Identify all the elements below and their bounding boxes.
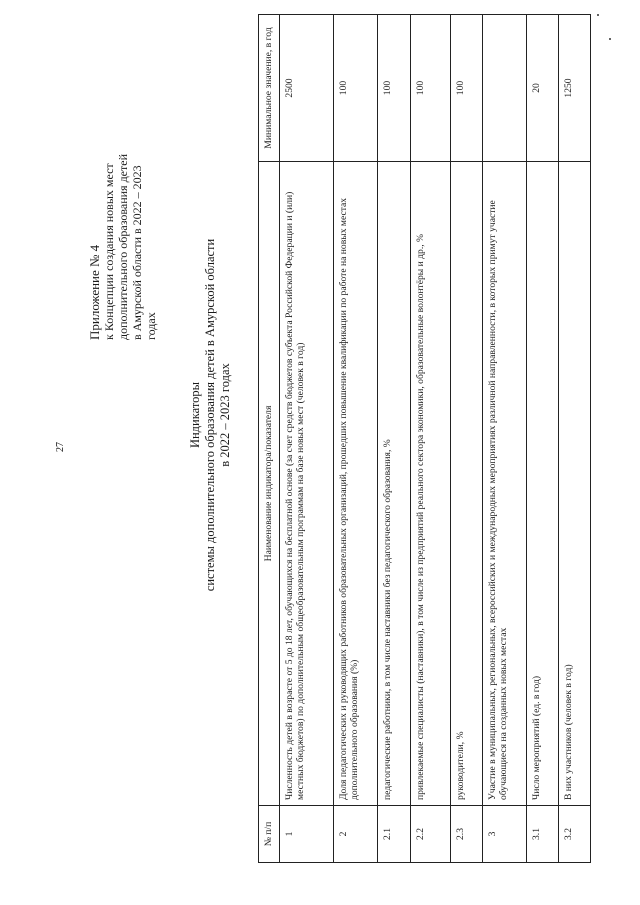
row-indicator: Участие в муниципальных, региональных, всероссийских и международных мероприятиях различной направленности, в которых примут участие обучающиеся на созданных новых местах: [482, 162, 526, 806]
header-value: Минимальное значение, в год: [259, 15, 280, 162]
row-num: 2.3: [450, 806, 482, 863]
row-indicator: В них участников (человек в год): [558, 162, 590, 806]
row-value: [482, 15, 526, 162]
scan-speck: [609, 38, 611, 40]
title-line-1: Индикаторы: [188, 381, 202, 449]
row-indicator: Численность детей в возрасте от 5 до 18 лет, обучающихся на бесплатной основе (за счет средств бюджетов субъекта Российской Федерации и (или) местных бюджетов) по дополнительным общеобразовательным программам на базе новых мест (человек в год): [279, 162, 333, 806]
table-row: [410, 15, 450, 863]
row-value: 100: [450, 15, 482, 162]
title-line-2: системы дополнительного образования детей в Амурской области: [203, 238, 217, 592]
row-value: 20: [526, 15, 558, 162]
row-num: 3.2: [558, 806, 590, 863]
row-indicator: руководители, %: [450, 162, 482, 806]
row-value: 100: [333, 15, 377, 162]
table-row: [377, 15, 410, 863]
title-line-3: в 2022 – 2023 годах: [218, 363, 232, 467]
header-num: № п/п: [259, 806, 280, 863]
row-indicator: привлекаемые специалисты (наставники), в том числе из предприятий реального сектора экономики, образовательные волонтёры и др., %: [410, 162, 450, 806]
row-num: 3.1: [526, 806, 558, 863]
row-num: 2.2: [410, 806, 450, 863]
row-num: 3: [482, 806, 526, 863]
row-indicator: Число мероприятий (ед. в год): [526, 162, 558, 806]
row-num: 2.1: [377, 806, 410, 863]
table-row: [279, 15, 333, 863]
row-value: 100: [410, 15, 450, 162]
row-num: 1: [279, 806, 333, 863]
row-value: 1250: [558, 15, 590, 162]
table-row: [333, 15, 377, 863]
row-value: 2500: [279, 15, 333, 162]
appendix-block: [88, 40, 158, 340]
table-body: [279, 15, 590, 863]
row-value: 100: [377, 15, 410, 162]
header-name: Наименование индикатора/показателя: [259, 162, 280, 806]
appendix-line: к Концепции создания новых мест: [102, 163, 116, 340]
appendix-line: в Амурской области в 2022 – 2023: [130, 165, 144, 340]
page-number: 27: [55, 442, 66, 452]
table-row: [526, 15, 558, 863]
table-header-row: [259, 15, 280, 863]
scan-speck: [597, 14, 599, 16]
table-row: [482, 15, 526, 863]
row-num: 2: [333, 806, 377, 863]
table-row: [450, 15, 482, 863]
table-row: [558, 15, 590, 863]
row-indicator: педагогические работники, в том числе наставники без педагогического образования, %: [377, 162, 410, 806]
indicators-table: [258, 14, 591, 863]
appendix-line: дополнительного образования детей: [116, 154, 130, 340]
row-indicator: Доля педагогических и руководящих работников образовательных организаций, прошедших повышение квалификации по работе на новых местах дополнительного образования (%): [333, 162, 377, 806]
appendix-title: Приложение № 4: [87, 244, 102, 340]
document-title: [188, 185, 233, 645]
appendix-line: годах: [144, 312, 158, 340]
